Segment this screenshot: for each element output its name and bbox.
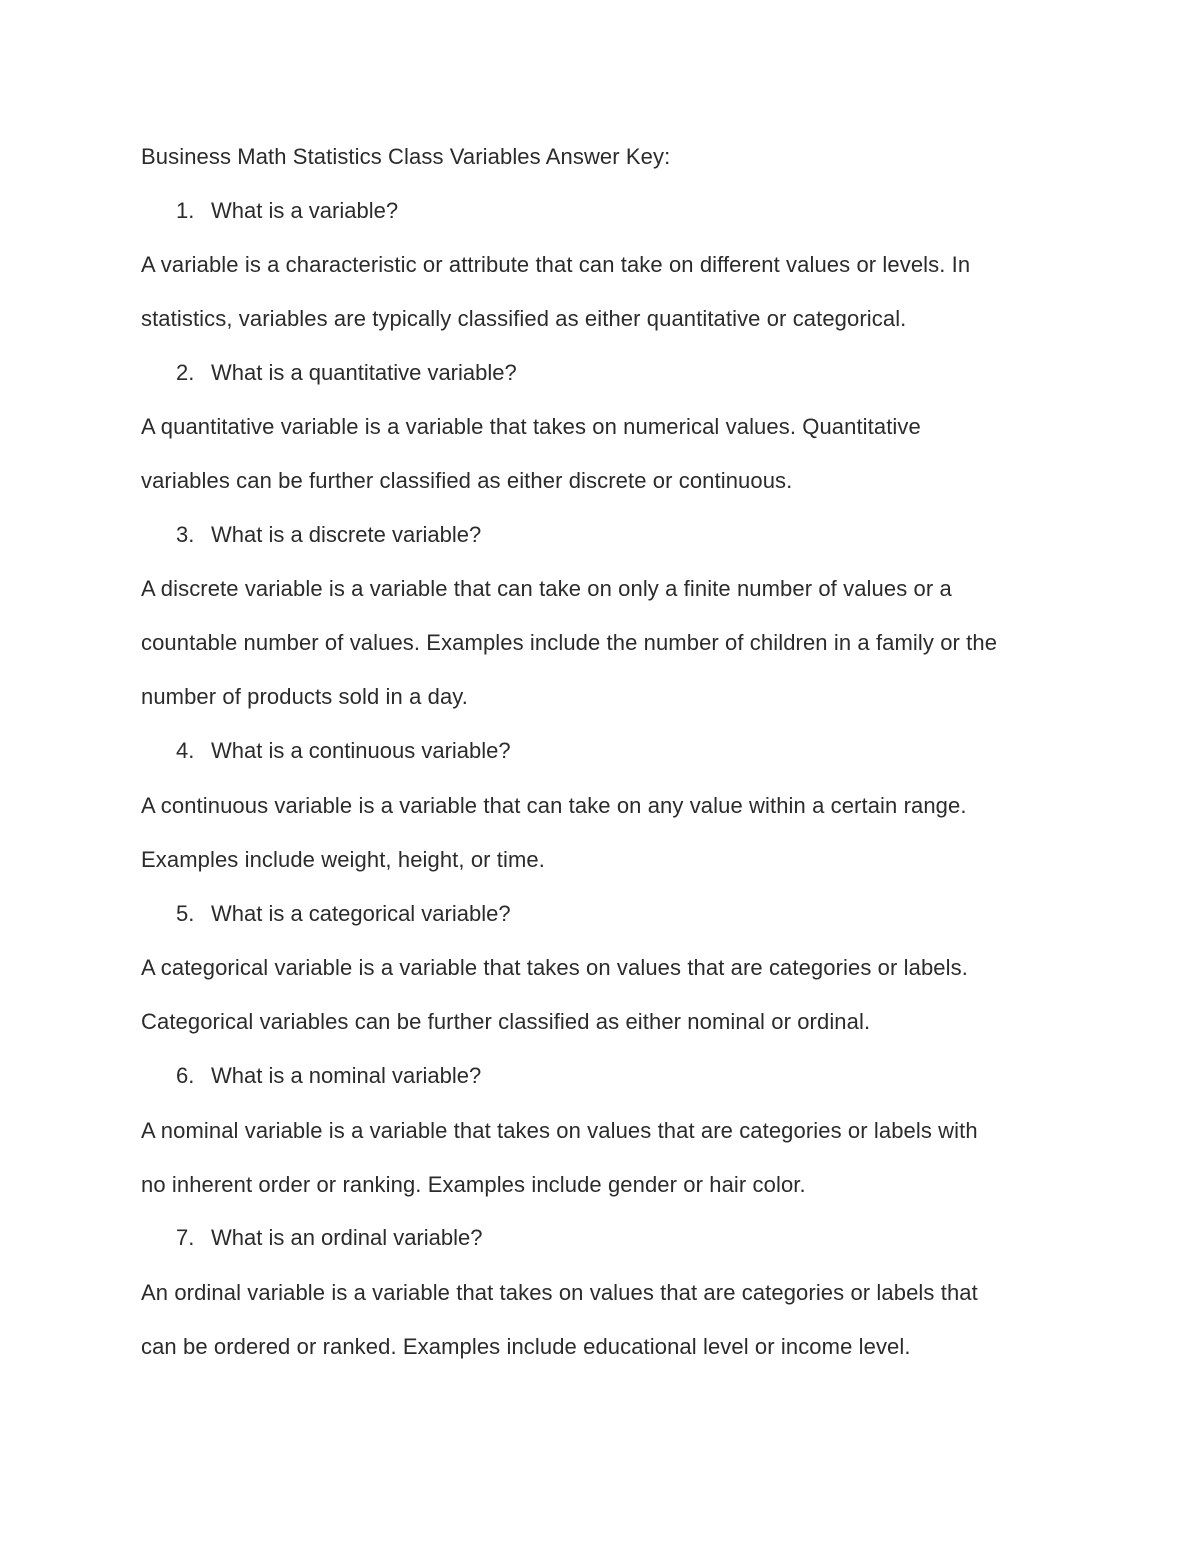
answer-2-line-1: A quantitative variable is a variable that takes on numerical values. Quantitative bbox=[141, 414, 921, 439]
question-6: What is a nominal variable? bbox=[211, 1063, 482, 1088]
answer-6-line-2: no inherent order or ranking. Examples include gender or hair color. bbox=[141, 1172, 806, 1197]
answer-6-line-1: A nominal variable is a variable that takes on values that are categories or labels with bbox=[141, 1118, 978, 1143]
answer-1-line-2: statistics, variables are typically classified as either quantitative or categorical. bbox=[141, 306, 907, 331]
question-number-7: 7. bbox=[176, 1225, 195, 1250]
answer-2-line-2: variables can be further classified as either discrete or continuous. bbox=[141, 468, 793, 493]
question-number-6: 6. bbox=[176, 1063, 195, 1088]
question-7: What is an ordinal variable? bbox=[211, 1225, 483, 1250]
answer-4-line-1: A continuous variable is a variable that can take on any value within a certain range. bbox=[141, 793, 967, 818]
question-1: What is a variable? bbox=[211, 198, 399, 223]
answer-3-line-3: number of products sold in a day. bbox=[141, 684, 468, 709]
question-number-4: 4. bbox=[176, 738, 195, 763]
question-number-3: 3. bbox=[176, 522, 195, 547]
answer-4-line-2: Examples include weight, height, or time. bbox=[141, 847, 545, 872]
answer-5-line-1: A categorical variable is a variable that takes on values that are categories or labels. bbox=[141, 955, 968, 980]
question-number-5: 5. bbox=[176, 901, 195, 926]
document-title: Business Math Statistics Class Variables Answer Key: bbox=[141, 144, 671, 169]
answer-7-line-2: can be ordered or ranked. Examples include educational level or income level. bbox=[141, 1334, 911, 1359]
question-3: What is a discrete variable? bbox=[211, 522, 482, 547]
question-4: What is a continuous variable? bbox=[211, 738, 511, 763]
answer-1-line-1: A variable is a characteristic or attribute that can take on different values or levels. In bbox=[141, 252, 971, 277]
answer-3-line-2: countable number of values. Examples include the number of children in a family or the bbox=[141, 630, 998, 655]
answer-5-line-2: Categorical variables can be further classified as either nominal or ordinal. bbox=[141, 1009, 871, 1034]
question-5: What is a categorical variable? bbox=[211, 901, 511, 926]
question-number-1: 1. bbox=[176, 198, 195, 223]
question-number-2: 2. bbox=[176, 360, 195, 385]
question-2: What is a quantitative variable? bbox=[211, 360, 517, 385]
answer-3-line-1: A discrete variable is a variable that can take on only a finite number of values or a bbox=[141, 576, 952, 601]
answer-7-line-1: An ordinal variable is a variable that takes on values that are categories or labels that bbox=[141, 1280, 978, 1305]
